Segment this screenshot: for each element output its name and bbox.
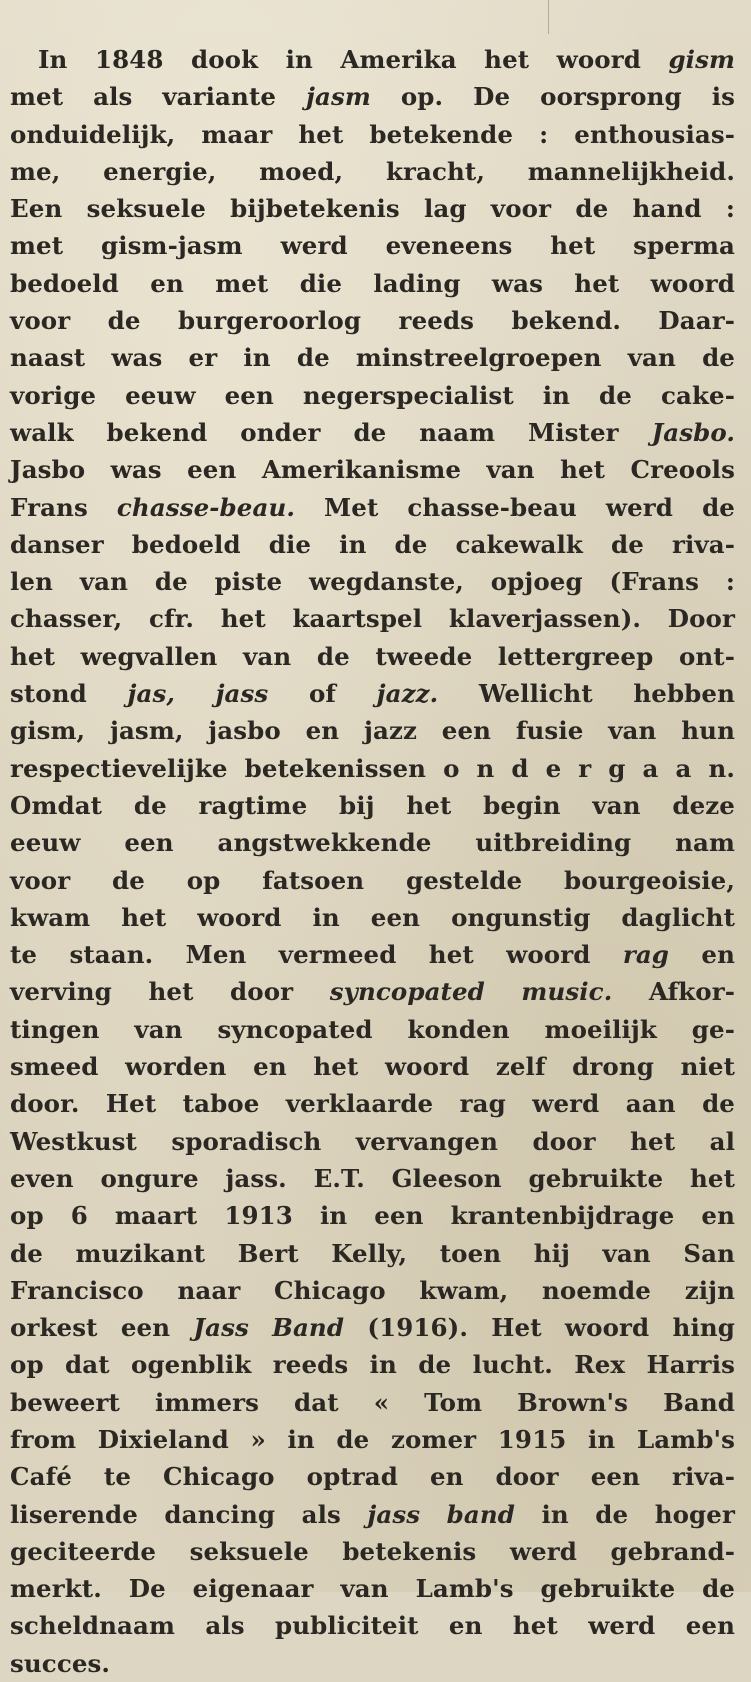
article-line: Café te Chicago optrad en door een riva-	[10, 1462, 735, 1492]
article-line: scheldnaam als publiciteit en het werd een	[10, 1611, 735, 1641]
article-line: merkt. De eigenaar van Lamb's gebruikte de	[10, 1574, 735, 1604]
article-line: de muzikant Bert Kelly, toen hij van San	[10, 1238, 735, 1268]
article-line: vorige eeuw een negerspecialist in de cake-	[10, 380, 735, 410]
article-line: Een seksuele bijbetekenis lag voor de hand :	[10, 194, 735, 224]
article-line: op dat ogenblik reeds in de lucht. Rex Harris	[10, 1350, 735, 1380]
article-line: respectievelijke betekenissen o n d e r g a a n.	[10, 753, 735, 783]
article-line: walk bekend onder de naam Mister Jasbo.	[10, 417, 735, 447]
article-line: from Dixieland » in de zomer 1915 in Lamb's	[10, 1424, 735, 1454]
article-line: naast was er in de minstreelgroepen van de	[10, 343, 735, 373]
article-line: me, energie, moed, kracht, mannelijkheid.	[10, 156, 735, 186]
article-line: liserende dancing als jass band in de hoger	[10, 1499, 735, 1529]
article-line: voor de op fatsoen gestelde bourgeoisie,	[10, 865, 735, 895]
article-line: Jasbo was een Amerikanisme van het Creools	[10, 455, 735, 485]
article-line: Westkust sporadisch vervangen door het al	[10, 1126, 735, 1156]
article-line: onduidelijk, maar het betekende : enthousias-	[10, 119, 735, 149]
article-line: even ongure jass. E.T. Gleeson gebruikte het	[10, 1163, 735, 1193]
article-line: met als variante jasm op. De oorsprong is	[10, 82, 736, 112]
article-line: geciteerde seksuele betekenis werd gebrand-	[10, 1536, 735, 1566]
article-line: door. Het taboe verklaarde rag werd aan de	[10, 1089, 735, 1119]
article-line: orkest een Jass Band (1916). Het woord hing	[10, 1313, 736, 1343]
article-line: Omdat de ragtime bij het begin van deze	[10, 790, 735, 820]
article-line: beweert immers dat « Tom Brown's Band	[10, 1387, 735, 1417]
fold-crease	[548, 0, 549, 34]
article-line: gism, jasm, jasbo en jazz een fusie van hun	[10, 716, 735, 746]
article-line: smeed worden en het woord zelf drong niet	[10, 1052, 735, 1082]
article-line: succes.	[10, 1648, 111, 1678]
article-line: Frans chasse-beau. Met chasse-beau werd de	[10, 492, 735, 522]
article-line: op 6 maart 1913 in een krantenbijdrage en	[10, 1201, 735, 1231]
article-line: met gism-jasm werd eveneens het sperma	[10, 231, 735, 261]
article-line: verving het door syncopated music. Afkor-	[10, 977, 735, 1007]
article-line: te staan. Men vermeed het woord rag en	[10, 940, 735, 970]
article-line: stond jas, jass of jazz. Wellicht hebben	[10, 679, 736, 709]
article-line: kwam het woord in een ongunstig daglicht	[10, 902, 735, 932]
article-line: In 1848 dook in Amerika het woord gism	[38, 45, 735, 74]
article-line: chasser, cfr. het kaartspel klaverjassen). Door	[10, 604, 735, 634]
article-line: het wegvallen van de tweede lettergreep ont-	[10, 641, 735, 671]
article-line: len van de piste wegdanste, opjoeg (Frans :	[10, 567, 735, 597]
article-line: eeuw een angstwekkende uitbreiding nam	[10, 828, 735, 858]
article-line: danser bedoeld die in de cakewalk de riva-	[10, 529, 735, 559]
article-line: bedoeld en met die lading was het woord	[10, 268, 735, 298]
article-line: tingen van syncopated konden moeilijk ge-	[10, 1014, 735, 1044]
article-line: voor de burgeroorlog reeds bekend. Daar-	[10, 306, 735, 336]
article-line: Francisco naar Chicago kwam, noemde zijn	[10, 1275, 735, 1305]
article-text	[10, 41, 735, 1682]
